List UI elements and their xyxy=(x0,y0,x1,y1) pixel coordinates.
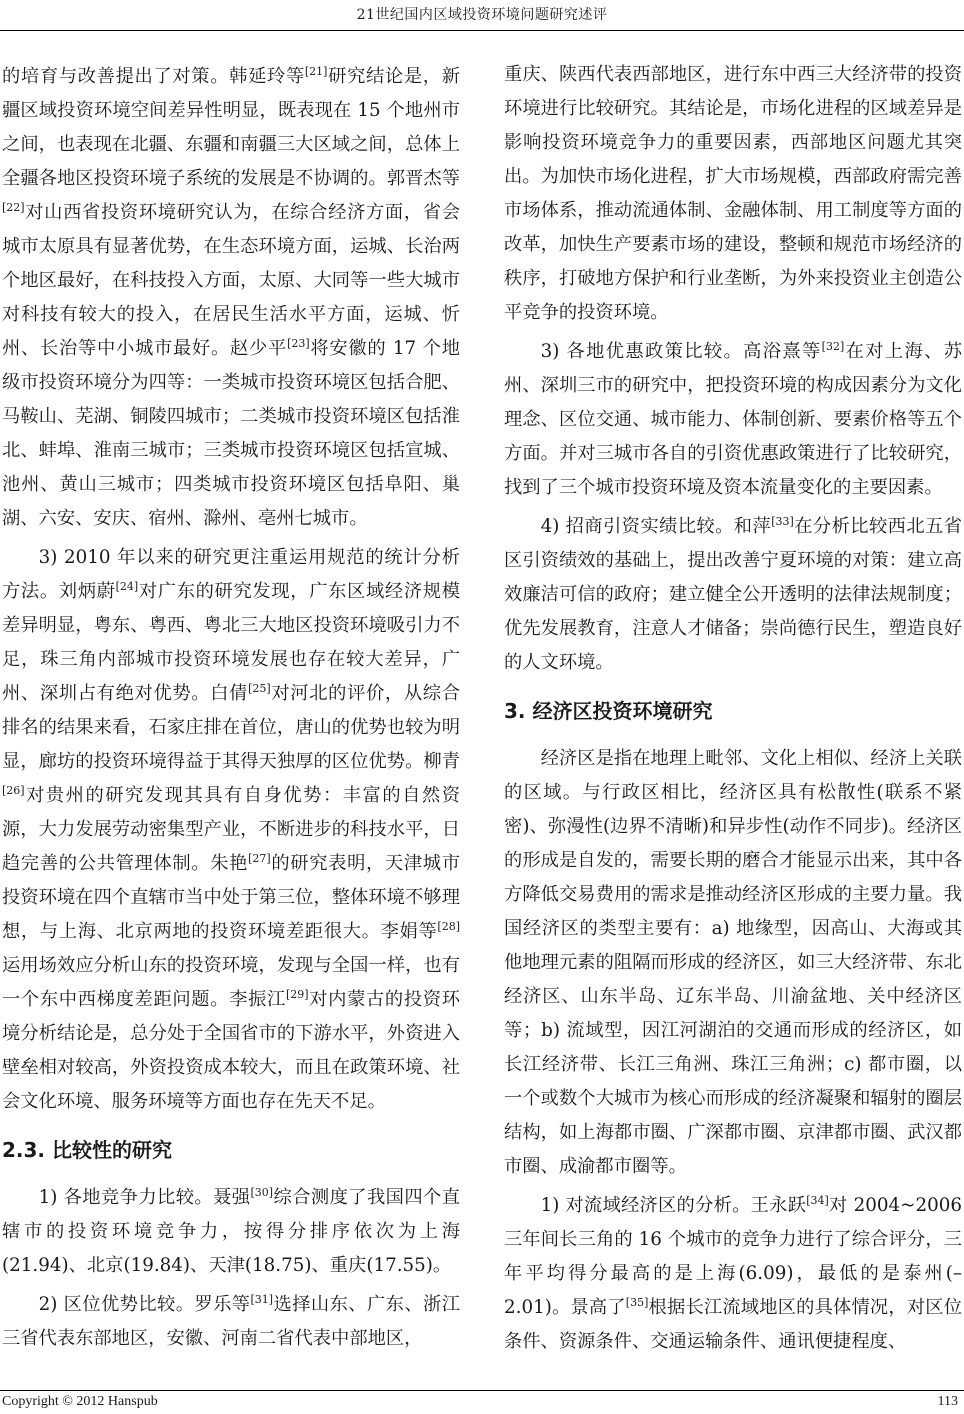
citation-marker: [35] xyxy=(625,1296,649,1309)
section-heading: 3. 经济区投资环境研究 xyxy=(504,699,713,723)
section-heading: 2.3. 比较性的研究 xyxy=(2,1138,172,1162)
paragraph: 4) 招商引资实绩比较。和萍[33]在分析比较西北五省区引资绩效的基础上，提出改善宁夏环境的对策：建立高效廉洁可信的政府；建立健全公开透明的法律法规制度；优先发展教育，注意人才储备；崇尚德行民生，塑造良好的人文环境。 xyxy=(504,515,963,673)
citation-marker: [26] xyxy=(2,784,25,797)
paragraph: 经济区是指在地理上毗邻、文化上相似、经济上关联的区域。与行政区相比，经济区具有松散性(联系不紧密)、弥漫性(边界不清晰)和异步性(动作不同步)。经济区的形成是自发的，需要长期的磨合才能显示出来，其中各方降低交易费用的需求是推动经济区形成的主要力量。我国经济区的类型主要有：a) 地缘型，因高山、大海或其他地理元素的阻隔而形成的经济区，如三大经济带、东北经济区、山东半岛、辽东半岛、川渝盆地、关中经济区等；b) 流域型，因江河湖泊的交通而形成的经济区，如长江经济带、长江三角洲、珠江三角洲；c) 都市圈，以一个或数个大城市为核心而形成的经济凝聚和辐射的圈层结构，如上海都市圈、广深都市圈、京津都市圈、武汉都市圈、成渝都市圈等。 xyxy=(504,748,962,1177)
citation-marker: [25] xyxy=(248,682,271,695)
paragraph: 的培育与改善提出了对策。韩延玲等[21]研究结论是，新疆区域投资环境空间差异性明显，既表现在 15 个地州市之间，也表现在北疆、东疆和南疆三大区域之间，总体上全疆各地区投资环境子系统的发展是不协调的。郭晋杰等[22]对山西省投资环境研究认为，在综合经济方面，省会城市太原具有显著优势，在生态环境方面，运城、长治两个地区最好，在科技投入方面，太原、大同等一些大城市对科技有较大的投入，在居民生活水平方面，运城、忻州、长治等中小城市最好。赵少平[23]将安徽的 17 个地级市投资环境分为四等：一类城市投资环境区包括合肥、马鞍山、芜湖、铜陵四城市；二类城市投资环境区包括淮北、蚌埠、淮南三城市；三类城市投资环境区包括宣城、池州、黄山三城市；四类城市投资环境区包括阜阳、巢湖、六安、安庆、宿州、滁州、亳州七城市。 xyxy=(2,65,461,529)
paragraph: 2) 区位优势比较。罗乐等[31]选择山东、广东、浙江三省代表东部地区，安徽、河南二省代表中部地区， xyxy=(2,1293,461,1349)
copyright-notice: Copyright © 2012 Hanspub xyxy=(2,1394,158,1409)
citation-marker: [34] xyxy=(806,1194,829,1207)
paragraph: 1) 对流域经济区的分析。王永跃[34]对 2004~2006 三年间长三角的 16 个城市的竞争力进行了综合评分，三年平均得分最高的是上海(6.09)，最低的是泰州(–2.01)。景高了[35]根据长江流域地区的具体情况，对区位条件、资源条件、交通运输条件、通讯便捷程度、 xyxy=(504,1194,962,1352)
footer-rule xyxy=(0,1390,964,1391)
paragraph: 1) 各地竞争力比较。聂强[30]综合测度了我国四个直辖市的投资环境竞争力，按得分排序依次为上海(21.94)、北京(19.84)、天津(18.75)、重庆(17.55)。 xyxy=(2,1186,461,1276)
citation-marker: [28] xyxy=(437,920,460,933)
citation-marker: [21] xyxy=(304,65,328,78)
page-number: 113 xyxy=(937,1394,958,1409)
citation-marker: [27] xyxy=(248,852,271,865)
paragraph: 3) 2010 年以来的研究更注重运用规范的统计分析方法。刘炳蔚[24]对广东的研究发现，广东区域经济规模差异明显，粤东、粤西、粤北三大地区投资环境吸引力不足，珠三角内部城市投资环境发展也存在较大差异，广州、深圳占有绝对优势。白倩[25]对河北的评价，从综合排名的结果来看，石家庄排在首位，唐山的优势也较为明显，廊坊的投资环境得益于其得天独厚的区位优势。柳青[26]对贵州的研究发现其具有自身优势：丰富的自然资源，大力发展劳动密集型产业，不断进步的科技水平，日趋完善的公共管理体制。朱艳[27]的研究表明，天津城市投资环境在四个直辖市当中处于第三位，整体环境不够理想，与上海、北京两地的投资环境差距很大。李娟等[28]运用场效应分析山东的投资环境，发现与全国一样，也有一个东中西梯度差距问题。李振江[29]对内蒙古的投资环境分析结论是，总分处于全国省市的下游水平，外资进入壁垒相对较高，外资投资成本较大，而且在政策环境、社会文化环境、服务环境等方面也存在先天不足。 xyxy=(2,547,461,1112)
citation-marker: [32] xyxy=(821,340,845,353)
citation-marker: [24] xyxy=(115,580,139,593)
paragraph: 3) 各地优惠政策比较。高浴熹等[32]在对上海、苏州、深圳三市的研究中，把投资环境的构成因素分为文化理念、区位交通、城市能力、体制创新、要素价格等五个方面。并对三城市各自的引资优惠政策进行了比较研究，找到了三个城市投资环境及资本流量变化的主要因素。 xyxy=(504,340,963,498)
left-column xyxy=(2,60,460,1356)
citation-marker: [33] xyxy=(771,515,794,528)
citation-marker: [29] xyxy=(285,988,309,1001)
right-column xyxy=(504,58,962,1359)
citation-marker: [23] xyxy=(287,337,310,350)
citation-marker: [30] xyxy=(250,1186,274,1199)
running-title: 21世纪国内区域投资环境问题研究述评 xyxy=(356,7,608,23)
paragraph: 重庆、陕西代表西部地区，进行东中西三大经济带的投资环境进行比较研究。其结论是，市场化进程的区域差异是影响投资环境竞争力的重要因素，西部地区问题尤其突出。为加快市场化进程，扩大市场规模，西部政府需完善市场体系，推动流通体制、金融体制、用工制度等方面的改革，加快生产要素市场的建设，整顿和规范市场经济的秩序，打破地方保护和行业垄断，为外来投资业主创造公平竞争的投资环境。 xyxy=(504,64,962,323)
citation-marker: [31] xyxy=(250,1293,274,1306)
header-rule xyxy=(0,30,964,31)
citation-marker: [22] xyxy=(2,201,25,214)
